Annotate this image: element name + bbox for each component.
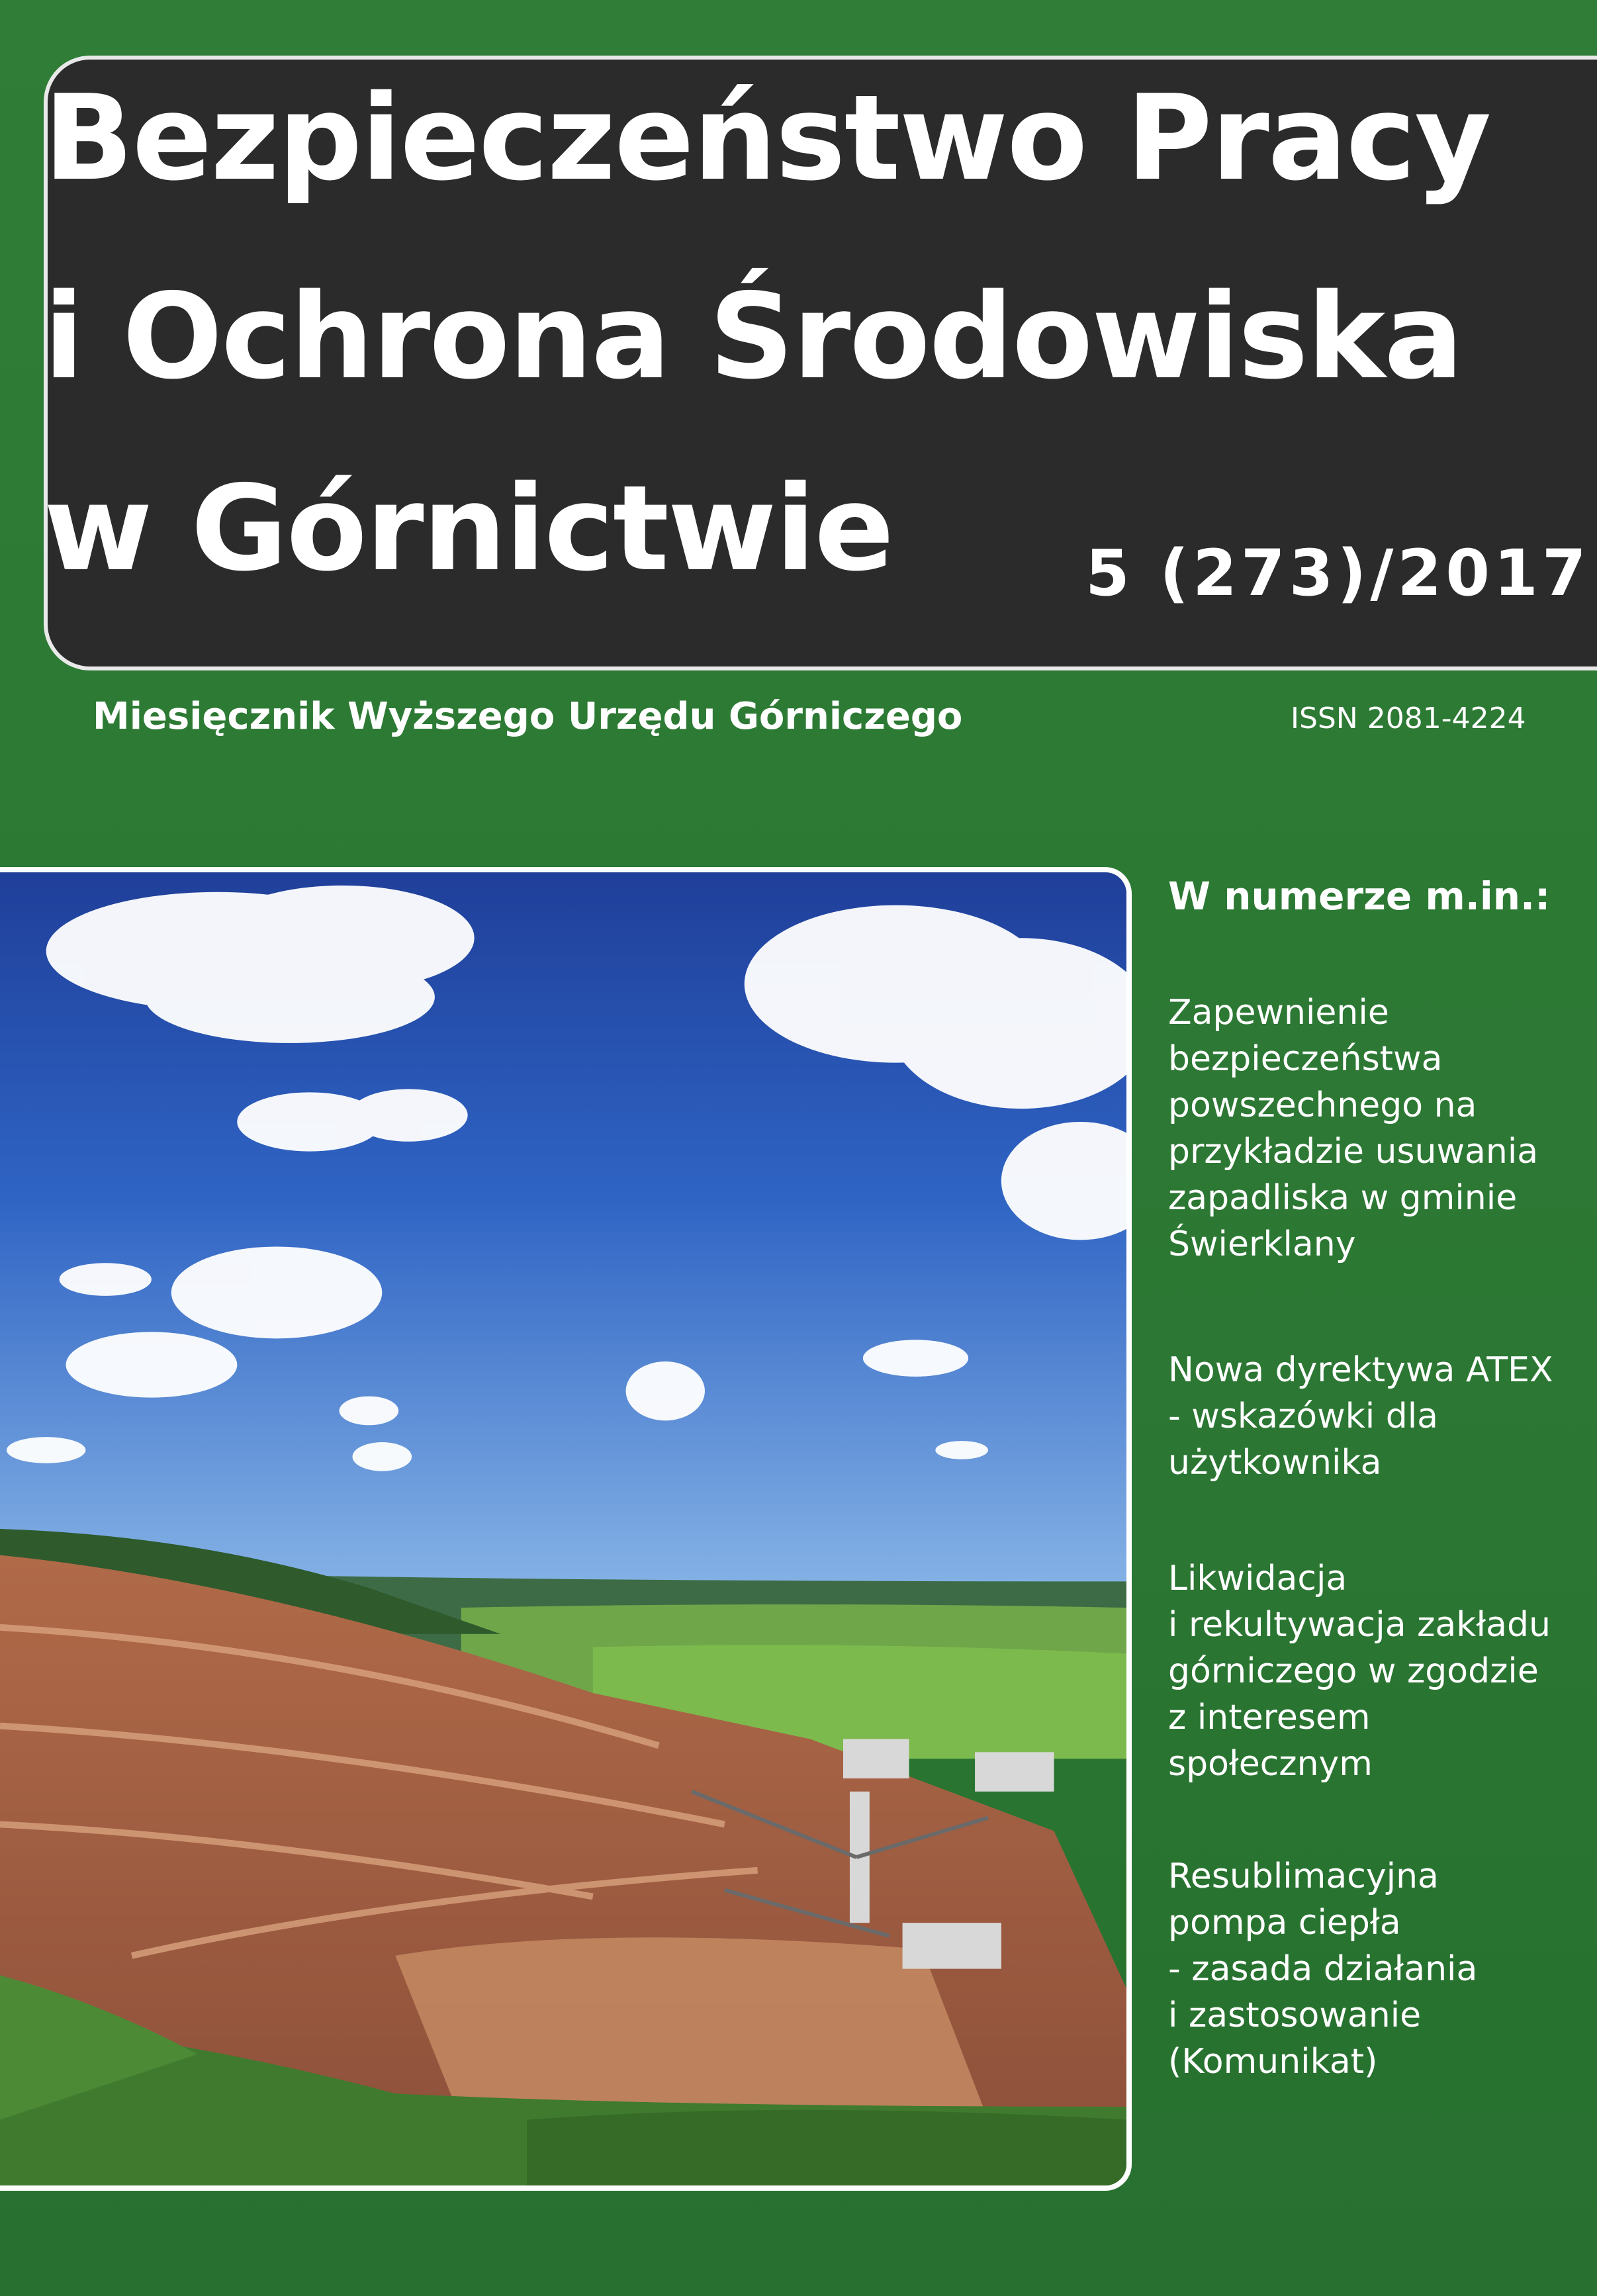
issn: ISSN 2081-4224	[1291, 702, 1526, 735]
article-4: Resublimacyjna pompa ciepła - zasada działania i zastosowanie (Komunikat)	[1168, 1857, 1478, 2082]
title-line-3: w Górnictwie	[44, 460, 893, 597]
cover-photo-quarry	[0, 867, 1132, 2191]
subtitle: Miesięcznik Wyższego Urzędu Górniczego	[93, 695, 963, 738]
quarry-landscape-image	[0, 872, 1126, 2185]
title-line-1: Bezpieczeństwo Pracy	[44, 69, 1490, 207]
issue-number: 5 (273)/2017	[1085, 536, 1590, 610]
article-3: Likwidacja i rekultywacja zakładu górniczego w zgodzie z interesem społecznym	[1168, 1559, 1551, 1784]
article-1: Zapewnienie bezpieczeństwa powszechnego na przykładzie usuwania zapadliska w gminie Świerklany	[1168, 993, 1539, 1264]
contents-heading: W numerze m.in.:	[1168, 874, 1551, 919]
article-2: Nowa dyrektywa ATEX - wskazówki dla użytkownika	[1168, 1350, 1553, 1483]
title-line-2: i Ochrona Środowiska	[44, 268, 1463, 405]
